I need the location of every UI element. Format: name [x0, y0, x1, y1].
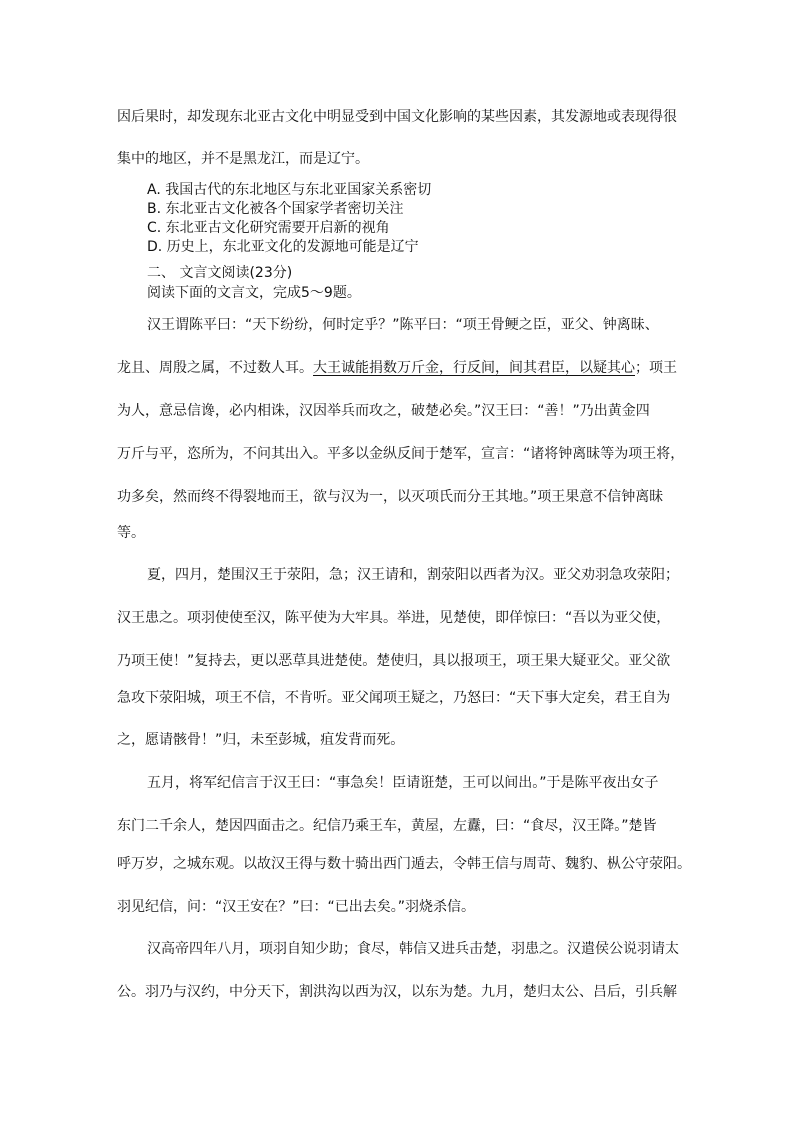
text-segment: ；项王 — [635, 360, 677, 376]
passage-line: 集中的地区，并不是黑龙江，而是辽宁。 — [117, 151, 369, 167]
option-b: B. 东北亚古文化被各个国家学者密切关注 — [147, 201, 404, 217]
text-line: 之，愿请骸骨！”归，未至彭城，疽发背而死。 — [117, 732, 405, 748]
text-line: 功多矣，然而终不得裂地而王，欲与汉为一，以灭项氏而分王其地。”项王果意不信钟离昧 — [117, 489, 664, 505]
passage-line: 因后果时，却发现东北亚古文化中明显受到中国文化影响的某些因素，其发源地或表现得很 — [117, 109, 677, 125]
text-segment: 龙且、周殷之属，不过数人耳。 — [117, 360, 313, 376]
text-line — [117, 360, 677, 376]
underlined-sentence: 大王诚能捐数万斤金，行反间，间其君臣，以疑其心 — [313, 360, 635, 376]
text-line: 乃项王使！”复持去，更以恶草具进楚使。楚使归，具以报项王，项王果大疑亚父。亚父欲 — [117, 653, 671, 669]
text-line: 呼万岁，之城东观。以故汉王得与数十骑出西门遁去，令韩王信与周苛、魏豹、枞公守荥阳。 — [117, 856, 691, 872]
text-line: 急攻下荥阳城，项王不信，不肯听。亚父闻项王疑之，乃怒曰：“天下事大定矣，君王自为 — [117, 690, 671, 706]
option-c: C. 东北亚古文化研究需要开启新的视角 — [147, 220, 390, 236]
text-line: 汉高帝四年八月，项羽自知少助；食尽，韩信又进兵击楚，羽患之。汉遣侯公说羽请太 — [147, 941, 679, 957]
text-line: 汉王患之。项羽使使至汉，陈平使为大牢具。举进，见楚使，即佯惊曰：“吾以为亚父使， — [117, 610, 671, 626]
option-d: D. 历史上，东北亚文化的发源地可能是辽宁 — [147, 239, 419, 255]
text-line: 等。 — [117, 525, 145, 541]
text-line: 东门二千余人，楚因四面击之。纪信乃乘王车，黄屋，左纛，曰：“食尽，汉王降。”楚皆 — [117, 818, 657, 834]
text-line: 五月，将军纪信言于汉王曰：“事急矣！臣请诳楚，王可以间出。”于是陈平夜出女子 — [147, 775, 659, 791]
text-line: 为人，意忌信谗，必内相诛，汉因举兵而攻之，破楚必矣。”汉王曰：“善！”乃出黄金四 — [117, 403, 650, 419]
text-line: 汉王谓陈平曰：“天下纷纷，何时定乎？”陈平曰：“项王骨鲠之臣，亚父、钟离昧、 — [147, 317, 659, 333]
section-instruction: 阅读下面的文言文，完成5～9题。 — [147, 285, 361, 301]
section-heading: 二、 文言文阅读(23分) — [147, 265, 293, 281]
text-line: 夏，四月，楚围汉王于荥阳，急；汉王请和，割荥阳以西者为汉。亚父劝羽急攻荥阳； — [147, 567, 679, 583]
option-a: A. 我国古代的东北地区与东北亚国家关系密切 — [147, 182, 432, 198]
text-line: 万斤与平，恣所为，不问其出入。平多以金纵反间于楚军，宣言：“诸将钟离昧等为项王将， — [117, 446, 685, 462]
text-line: 羽见纪信，问：“汉王安在？”曰：“已出去矣。”羽烧杀信。 — [117, 899, 476, 915]
text-line: 公。羽乃与汉约，中分天下，割洪沟以西为汉，以东为楚。九月，楚归太公、吕后，引兵解 — [117, 984, 677, 1000]
